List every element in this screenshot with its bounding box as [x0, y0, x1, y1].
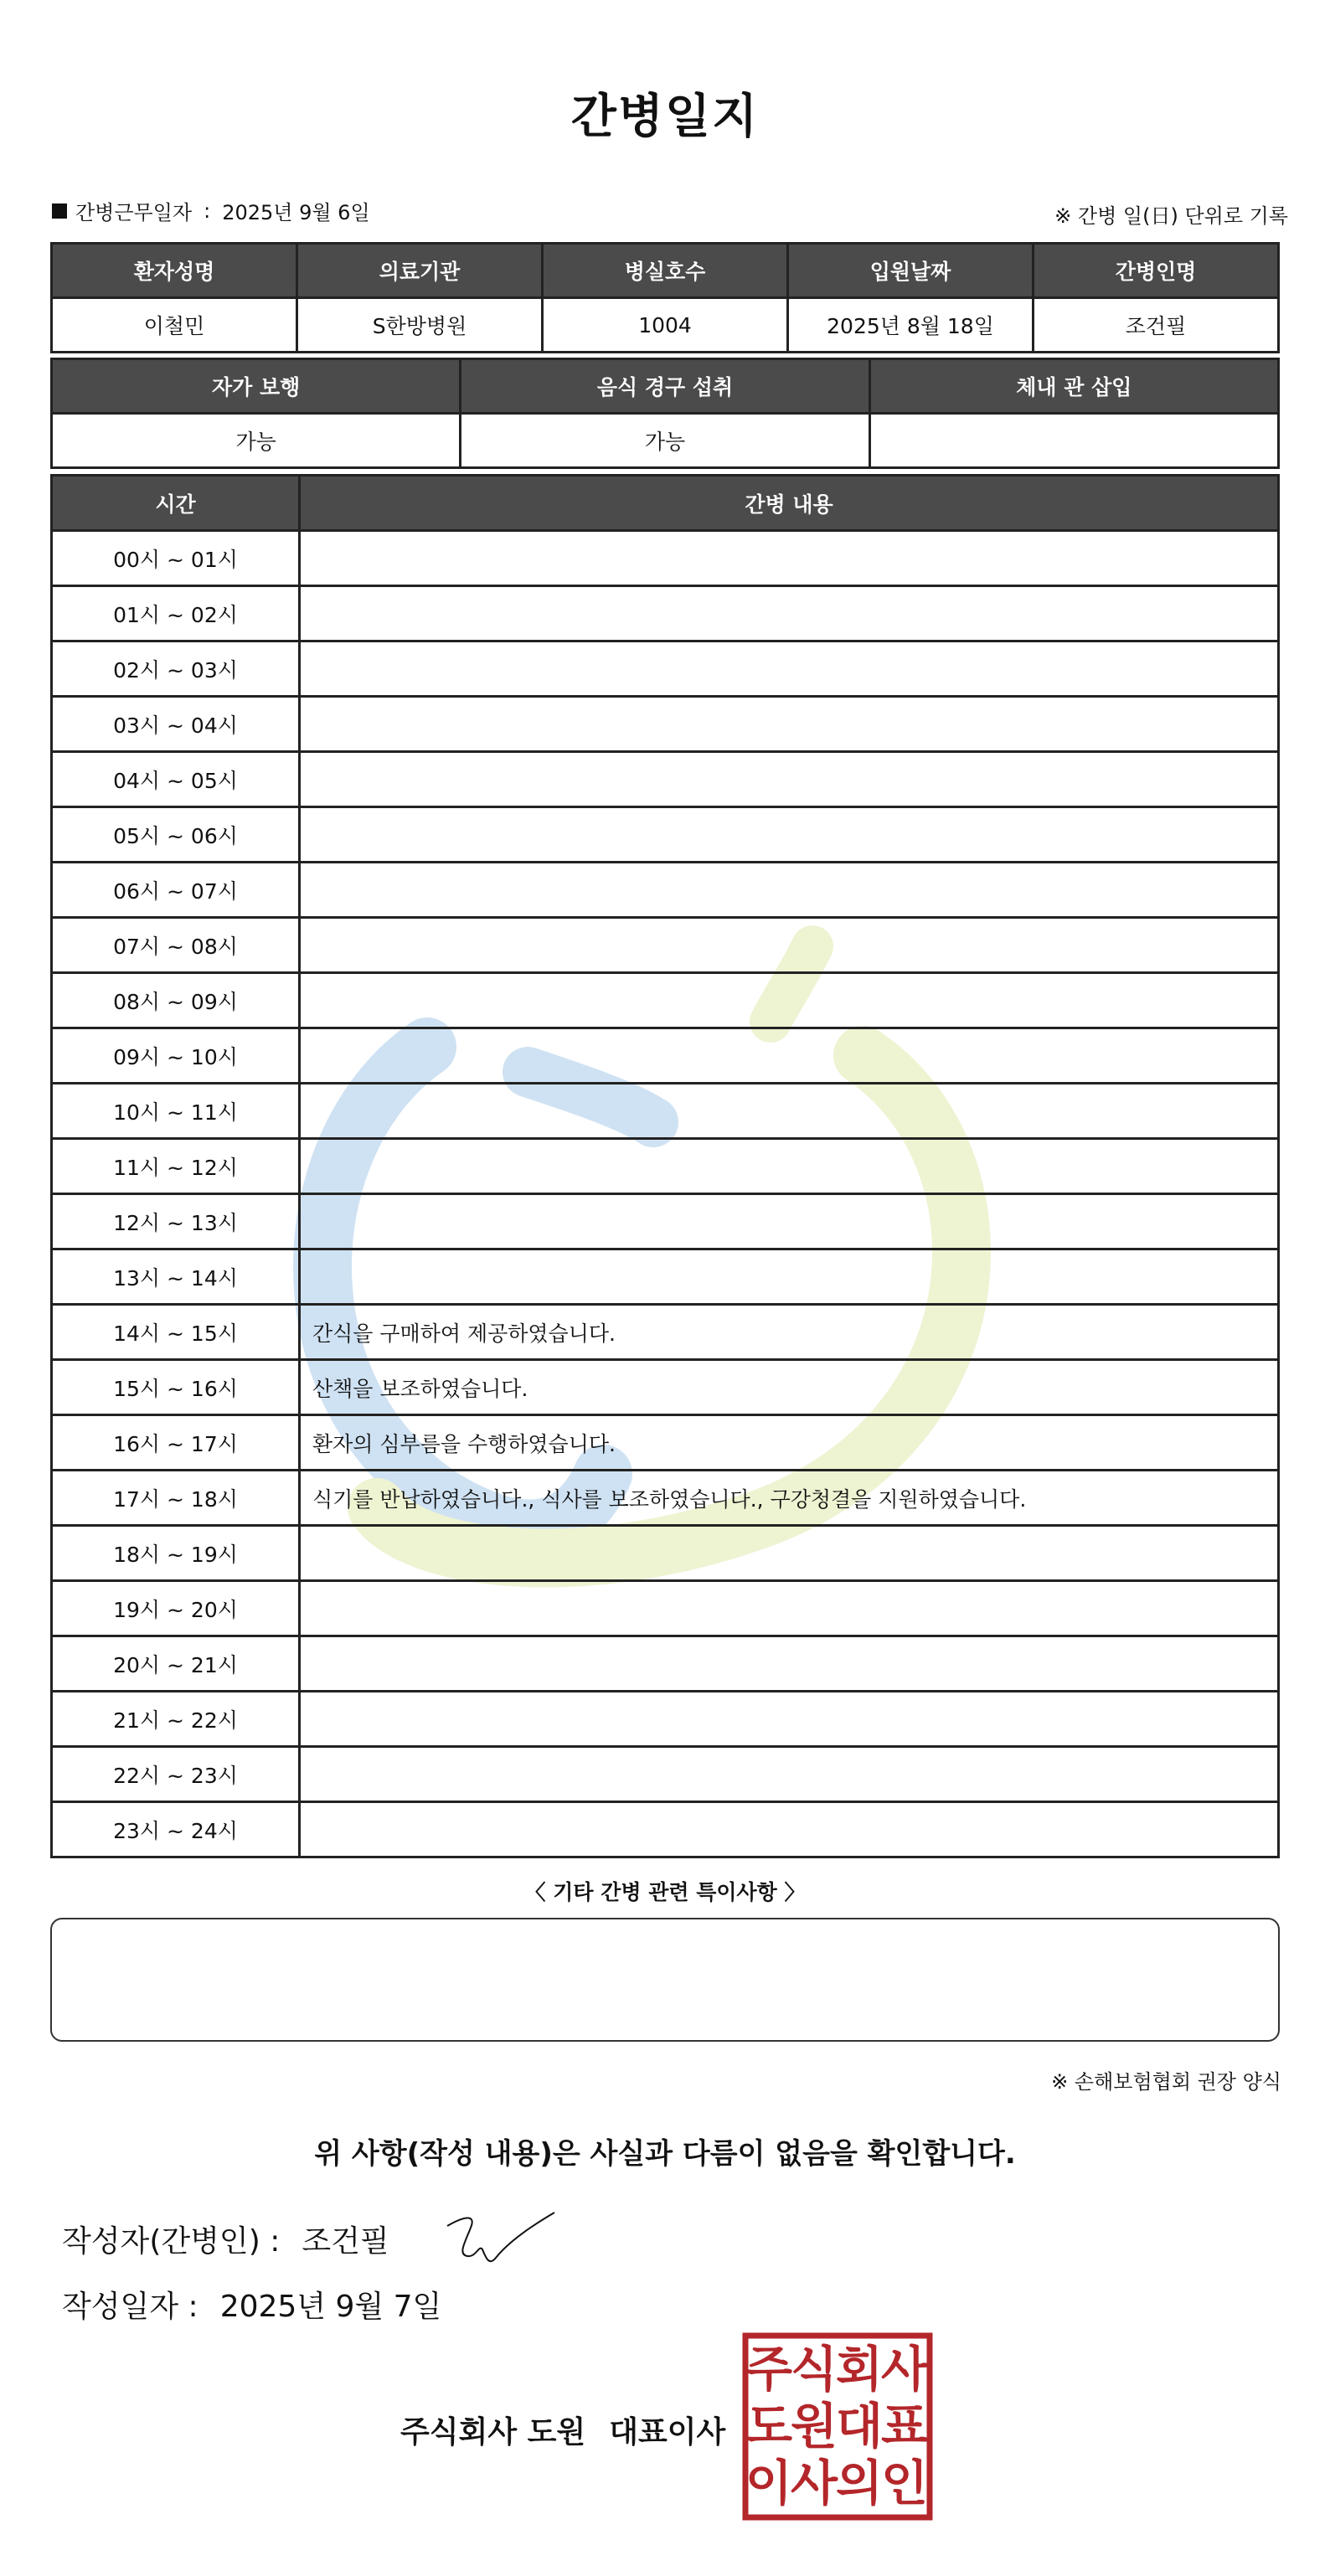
time-slot: 06시 ~ 07시: [52, 863, 300, 918]
header-tube-insertion: 체내 관 삽입: [869, 359, 1278, 414]
seal-character: 표: [880, 2398, 929, 2455]
time-slot: 11시 ~ 12시: [52, 1139, 300, 1194]
seal-character: 이: [745, 2455, 793, 2512]
time-slot: 17시 ~ 18시: [52, 1471, 300, 1526]
care-content: 산책을 보조하였습니다.: [300, 1360, 1279, 1415]
care-log-row: [52, 1249, 1279, 1305]
walking-status: 가능: [52, 414, 461, 468]
work-date: [52, 196, 370, 225]
notes-title: 〈 기타 간병 관련 특이사항 〉: [524, 1880, 806, 1904]
care-content: [300, 531, 1279, 586]
care-content: [300, 918, 1279, 973]
status-info-header-row: [52, 359, 1279, 414]
work-date-value: 2025년 9월 6일: [222, 201, 370, 224]
header-admission-date: 입원날짜: [788, 244, 1034, 298]
header-room: 병실호수: [543, 244, 788, 298]
time-slot: 14시 ~ 15시: [52, 1305, 300, 1360]
company-name: 주식회사 도원: [400, 2415, 586, 2450]
time-slot: 21시 ~ 22시: [52, 1692, 300, 1747]
company-signature: [400, 2409, 725, 2451]
seal-character: 대: [835, 2398, 884, 2455]
unit-note: ※ 간병 일(日) 단위로 기록: [1054, 204, 1288, 228]
time-slot: 07시 ~ 08시: [52, 918, 300, 973]
care-content: [300, 1139, 1279, 1194]
header-patient-name: 환자성명: [52, 244, 297, 298]
time-slot: 20시 ~ 21시: [52, 1636, 300, 1692]
patient-name: 이철민: [52, 298, 297, 353]
care-content: [300, 1249, 1279, 1305]
care-content: [300, 641, 1279, 697]
time-slot: 08시 ~ 09시: [52, 973, 300, 1028]
seal-character: 인: [880, 2455, 929, 2512]
care-log-table: [50, 474, 1280, 1858]
care-log-row: [52, 1747, 1279, 1802]
time-slot: 13시 ~ 14시: [52, 1249, 300, 1305]
admission-date: 2025년 8월 18일: [788, 298, 1034, 353]
care-log-row: [52, 1084, 1279, 1139]
care-content: [300, 1526, 1279, 1581]
time-slot: 22시 ~ 23시: [52, 1747, 300, 1802]
time-slot: 16시 ~ 17시: [52, 1415, 300, 1471]
time-slot: 15시 ~ 16시: [52, 1360, 300, 1415]
care-log-row: [52, 1636, 1279, 1692]
care-content: [300, 1084, 1279, 1139]
confirmation-statement: 위 사항(작성 내용)은 사실과 다름이 없음을 확인합니다.: [314, 2137, 1016, 2171]
care-content: 환자의 심부름을 수행하였습니다.: [300, 1415, 1279, 1471]
caregiver-name: 조건필: [1034, 298, 1279, 353]
care-content: 식기를 반납하였습니다., 식사를 보조하였습니다., 구강청결을 지원하였습니다.: [300, 1471, 1279, 1526]
header-caregiver: 간병인명: [1034, 244, 1279, 298]
time-slot: 01시 ~ 02시: [52, 586, 300, 641]
care-log-row: [52, 752, 1279, 807]
writer-line: [62, 2218, 389, 2260]
time-slot: 23시 ~ 24시: [52, 1802, 300, 1857]
care-log-row: [52, 531, 1279, 586]
care-log-row: [52, 863, 1279, 918]
seal-character: 도: [745, 2398, 793, 2455]
hospital-name: S한방병원: [297, 298, 543, 353]
care-log-row: [52, 1360, 1279, 1415]
write-date-label: 작성일자 :: [62, 2290, 198, 2324]
time-slot: 09시 ~ 10시: [52, 1028, 300, 1084]
write-date-line: [62, 2283, 441, 2326]
write-date-value: 2025년 9월 7일: [219, 2290, 442, 2324]
header-oral-intake: 음식 경구 섭취: [461, 359, 869, 414]
seal-character: 식: [790, 2341, 838, 2398]
square-bullet-icon: [52, 204, 67, 219]
care-log-row: [52, 697, 1279, 752]
care-log-row: [52, 807, 1279, 863]
work-date-separator: :: [204, 198, 211, 223]
care-log-row: [52, 1415, 1279, 1471]
seal-character: 원: [790, 2398, 838, 2455]
care-log-row: [52, 1802, 1279, 1857]
care-content: [300, 1581, 1279, 1636]
care-content: [300, 1747, 1279, 1802]
care-log-row: [52, 1526, 1279, 1581]
seal-character: 의: [835, 2455, 884, 2512]
recommendation-note: ※ 손해보험협회 권장 양식: [1051, 2070, 1281, 2094]
writer-label: 작성자(간병인) :: [62, 2224, 281, 2259]
header-time: 시간: [52, 476, 300, 531]
status-info-table: [50, 358, 1280, 469]
care-log-row: [52, 973, 1279, 1028]
company-title: 대표이사: [609, 2415, 726, 2450]
time-slot: 18시 ~ 19시: [52, 1526, 300, 1581]
header-walking: 자가 보행: [52, 359, 461, 414]
care-content: [300, 752, 1279, 807]
time-slot: 02시 ~ 03시: [52, 641, 300, 697]
time-slot: 04시 ~ 05시: [52, 752, 300, 807]
care-content: [300, 863, 1279, 918]
header-hospital: 의료기관: [297, 244, 543, 298]
care-log-row: [52, 918, 1279, 973]
patient-info-value-row: [52, 298, 1279, 353]
care-log-header-row: [52, 476, 1279, 531]
status-info-value-row: [52, 414, 1279, 468]
time-slot: 10시 ~ 11시: [52, 1084, 300, 1139]
care-log-row: [52, 1305, 1279, 1360]
work-date-label: 간병근무일자: [75, 201, 193, 224]
care-content: [300, 1636, 1279, 1692]
care-log-row: [52, 586, 1279, 641]
care-content: [300, 1692, 1279, 1747]
document-title: 간병일지: [570, 90, 760, 144]
seal-character: 회: [835, 2341, 884, 2398]
care-log-row: [52, 641, 1279, 697]
care-content: [300, 973, 1279, 1028]
care-log-row: [52, 1471, 1279, 1526]
room-number: 1004: [543, 298, 788, 353]
seal-character: 사: [880, 2341, 929, 2398]
tube-insertion-status: [869, 414, 1278, 468]
care-log-row: [52, 1692, 1279, 1747]
patient-info-header-row: [52, 244, 1279, 298]
care-content: 간식을 구매하여 제공하였습니다.: [300, 1305, 1279, 1360]
handwritten-signature: [442, 2208, 559, 2275]
patient-info-table: [50, 242, 1280, 353]
care-content: [300, 807, 1279, 863]
care-content: [300, 586, 1279, 641]
notes-box: [50, 1918, 1280, 2042]
care-log-row: [52, 1028, 1279, 1084]
care-content: [300, 1028, 1279, 1084]
care-log-row: [52, 1194, 1279, 1249]
care-log-row: [52, 1581, 1279, 1636]
time-slot: 00시 ~ 01시: [52, 531, 300, 586]
oral-intake-status: 가능: [461, 414, 869, 468]
time-slot: 12시 ~ 13시: [52, 1194, 300, 1249]
care-content: [300, 697, 1279, 752]
time-slot: 03시 ~ 04시: [52, 697, 300, 752]
seal-character: 주: [745, 2341, 793, 2398]
care-log-row: [52, 1139, 1279, 1194]
header-care-content: 간병 내용: [300, 476, 1279, 531]
care-content: [300, 1802, 1279, 1857]
seal-character: 사: [790, 2455, 838, 2512]
company-seal: [742, 2332, 933, 2521]
time-slot: 05시 ~ 06시: [52, 807, 300, 863]
time-slot: 19시 ~ 20시: [52, 1581, 300, 1636]
writer-name: 조건필: [302, 2224, 389, 2259]
care-content: [300, 1194, 1279, 1249]
